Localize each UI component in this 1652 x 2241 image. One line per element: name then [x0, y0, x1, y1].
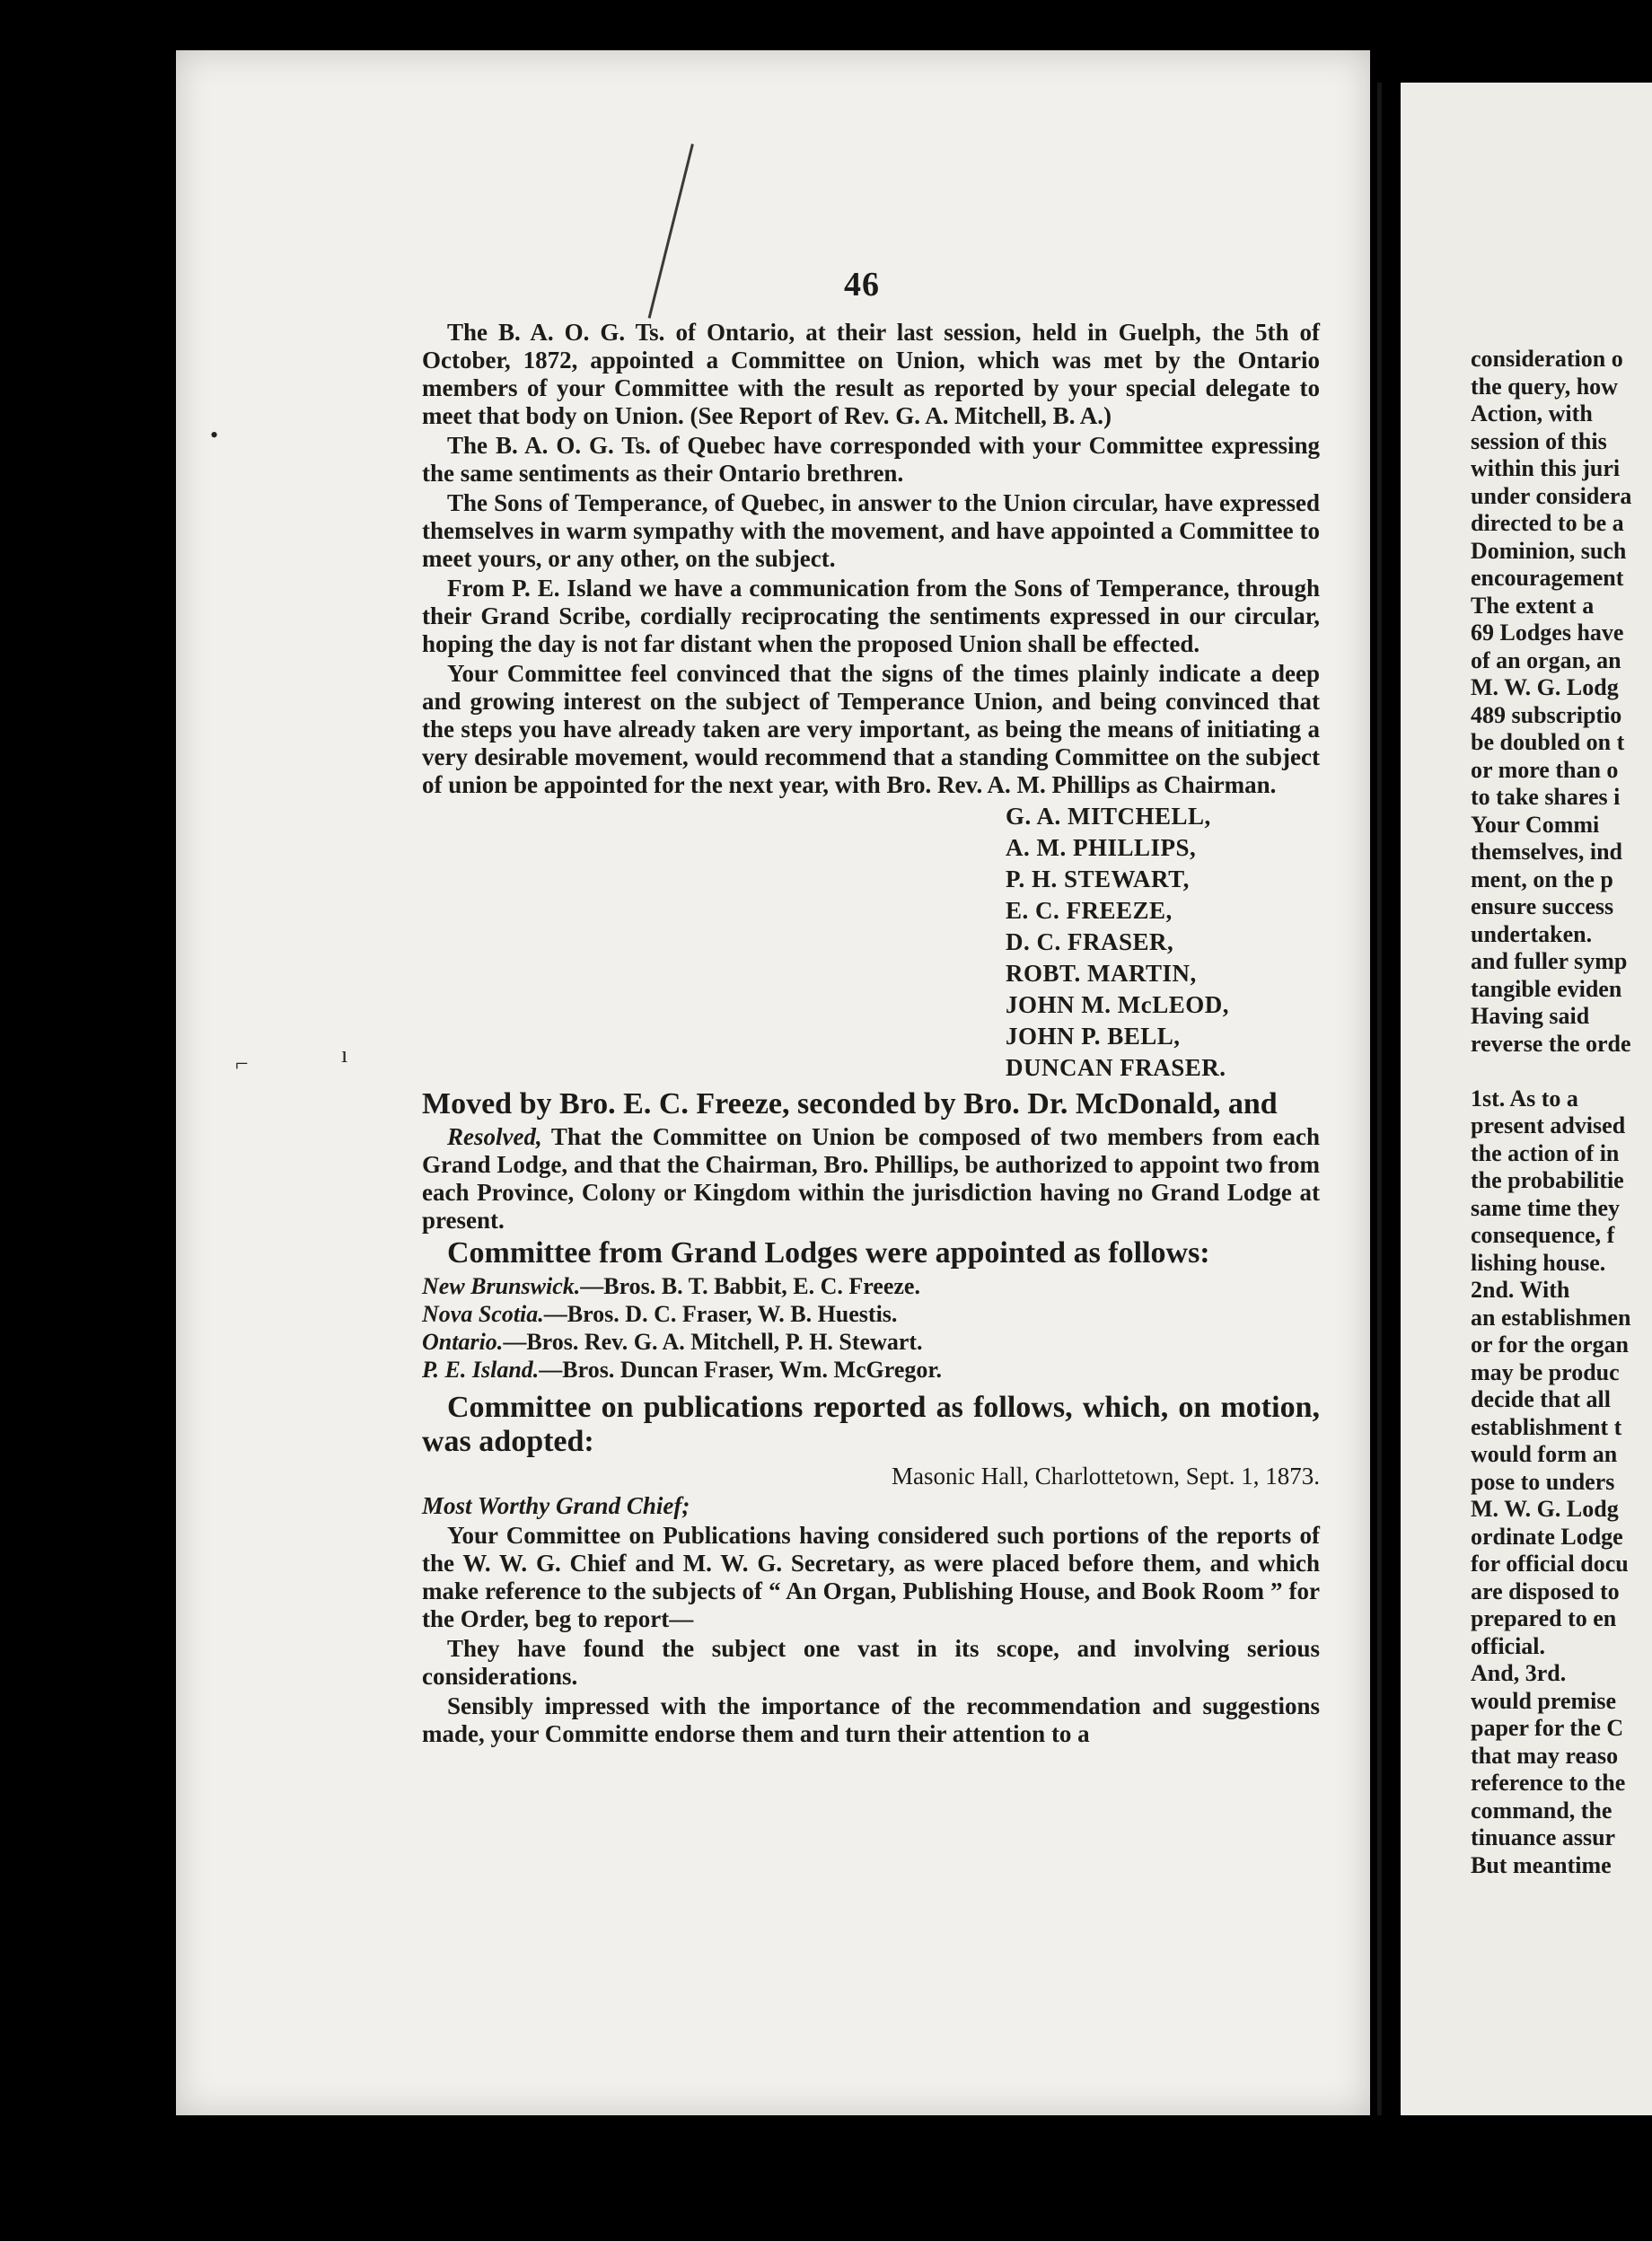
right-page-line: reference to the	[1471, 1770, 1626, 1796]
right-page-line: would form an	[1471, 1441, 1618, 1467]
report-paragraph: Sensibly impressed with the importance of the recommendation and suggestions made, your Committe endorse them and turn their attention to a	[422, 1692, 1320, 1747]
right-page-line: session of this	[1471, 427, 1607, 454]
right-page-line: tinuance assur	[1471, 1824, 1616, 1850]
resolved-text: That the Committee on Union be composed of two members from each Grand Lodge, and that the Chairman, Bro. Phillips, be authorized to appoint two from each Province, Colony or Kingdom within the jurisdiction having no Grand Lodge at present.	[422, 1123, 1320, 1234]
salutation: Most Worthy Grand Chief;	[422, 1492, 690, 1519]
page-body	[422, 319, 1320, 1750]
appointment-item	[422, 1300, 1320, 1328]
report-paragraph: They have found the subject one vast in its scope, and involving serious considerations.	[422, 1635, 1320, 1690]
right-page-line: 489 subscriptio	[1471, 701, 1622, 728]
right-page-line: lishing house.	[1471, 1249, 1606, 1276]
right-page-line: 69 Lodges have	[1471, 620, 1624, 646]
report-paragraph: Your Committee on Publications having considered such portions of the reports of the W. W. G. Chief and M. W. G. Secretary, as were placed before them, and which make reference to the subjects of “ An Organ, Publishing House, and Book Room ” for the Order, beg to report—	[422, 1522, 1320, 1632]
right-page-line	[1471, 1058, 1652, 1085]
signature: JOHN M. McLEOD,	[1006, 991, 1229, 1018]
signature: D. C. FRASER,	[1006, 928, 1174, 955]
appointment-place: New Brunswick.	[422, 1273, 581, 1299]
signature: G. A. MITCHELL,	[1006, 803, 1211, 830]
dateline: Masonic Hall, Charlottetown, Sept. 1, 1873.	[892, 1463, 1320, 1490]
appointment-item	[422, 1272, 1320, 1300]
resolved-label: Resolved,	[447, 1123, 542, 1150]
right-page-line: Having said	[1471, 1003, 1590, 1029]
signature: DUNCAN FRASER.	[1006, 1054, 1226, 1081]
paragraph: From P. E. Island we have a communication from the Sons of Temperance, through their Grand Scribe, cordially reciprocating the sentiments expressed in our circular, hoping the day is not far distant when the proposed Union shall be effected.	[422, 575, 1320, 657]
right-page-line: Your Commi	[1471, 811, 1600, 838]
margin-mark: ı	[341, 1041, 348, 1068]
appointment-names: —Bros. B. T. Babbit, E. C. Freeze.	[580, 1273, 920, 1299]
right-page-line: consequence, f	[1471, 1222, 1615, 1248]
right-page-line: ensure success	[1471, 893, 1614, 919]
right-page-line: the probabilitie	[1471, 1167, 1624, 1193]
appointment-names: —Bros. Duncan Fraser, Wm. McGregor.	[539, 1357, 943, 1383]
signature: E. C. FREEZE,	[1006, 897, 1173, 924]
right-page-line: ordinate Lodge	[1471, 1523, 1623, 1550]
right-page-line: Action, with	[1471, 400, 1593, 426]
right-page-line: for official docu	[1471, 1551, 1629, 1577]
resolution	[422, 1123, 1320, 1235]
right-page-line: themselves, ind	[1471, 839, 1622, 865]
paragraph: The B. A. O. G. Ts. of Quebec have corresponded with your Committee expressing the same sentiments as their Ontario brethren.	[422, 432, 1320, 487]
right-page-line: 1st. As to a	[1471, 1085, 1578, 1112]
right-page-line: within this juri	[1471, 455, 1621, 481]
signature-list	[1006, 801, 1320, 1084]
right-page-line: undertaken.	[1471, 920, 1593, 947]
margin-mark: •	[210, 422, 219, 448]
right-page-line: Dominion, such	[1471, 537, 1627, 564]
right-page-line: to take shares i	[1471, 784, 1621, 810]
right-page-line: official.	[1471, 1632, 1546, 1659]
right-page-line: same time they	[1471, 1194, 1621, 1221]
right-page-line: prepared to en	[1471, 1605, 1617, 1631]
appointment-place: P. E. Island.	[422, 1357, 540, 1383]
right-page-line: may be produc	[1471, 1358, 1620, 1385]
right-page-line: consideration o	[1471, 346, 1623, 372]
right-page-line: that may reaso	[1471, 1742, 1619, 1769]
right-page-line: But meantime	[1471, 1851, 1612, 1878]
paragraph: The B. A. O. G. Ts. of Ontario, at their last session, held in Guelph, the 5th of October, 1872, appointed a Committee on Union, which was met by the Ontario members of your Committee with the result as reported by your special delegate to meet that body on Union. (See Report of Rev. G. A. Mitchell, B. A.)	[422, 319, 1320, 429]
right-page-line: of an organ, an	[1471, 646, 1621, 673]
right-page-line: under considera	[1471, 482, 1632, 509]
gutter-line	[1377, 83, 1382, 2115]
right-page-line: or for the organ	[1471, 1331, 1629, 1358]
right-page-line: 2nd. With	[1471, 1277, 1570, 1303]
right-page-line: encouragement	[1471, 565, 1624, 591]
right-page-line: ment, on the p	[1471, 866, 1613, 892]
right-page-line: M. W. G. Lodg	[1471, 1496, 1619, 1522]
appointment-item	[422, 1328, 1320, 1356]
appointment-item	[422, 1356, 1320, 1384]
signature: A. M. PHILLIPS,	[1006, 834, 1197, 861]
right-page-column	[1471, 346, 1652, 1879]
right-page-line: the query, how	[1471, 373, 1618, 400]
appointment-names: —Bros. Rev. G. A. Mitchell, P. H. Stewart.	[503, 1329, 923, 1355]
motion-text: Moved by Bro. E. C. Freeze, seconded by Bro. Dr. McDonald, and	[422, 1087, 1278, 1120]
paragraph: Your Committee feel convinced that the signs of the times plainly indicate a deep and growing interest on the subject of Temperance Union, and being convinced that the steps you have already taken are very important, as being the means of initiating a very desirable movement, would recommend that a standing Committee on the subject of union be appointed for the next year, with Bro. Rev. A. M. Phillips as Chairman.	[422, 660, 1320, 798]
right-page-line: The extent a	[1471, 592, 1595, 619]
right-page-line: And, 3rd.	[1471, 1660, 1567, 1686]
right-page-line: tangible eviden	[1471, 975, 1622, 1002]
right-page-line: command, the	[1471, 1797, 1612, 1824]
right-page-line: the action of in	[1471, 1139, 1620, 1166]
appointment-names: —Bros. D. C. Fraser, W. B. Huestis.	[543, 1301, 898, 1327]
right-page-line: M. W. G. Lodg	[1471, 674, 1619, 700]
page-number: 46	[844, 266, 880, 303]
signature: ROBT. MARTIN,	[1006, 960, 1197, 987]
right-page-line: are disposed to	[1471, 1577, 1620, 1604]
right-page-line: and fuller symp	[1471, 948, 1628, 974]
right-page-line: establishment t	[1471, 1413, 1622, 1440]
signature: P. H. STEWART,	[1006, 866, 1190, 892]
right-page-line: pose to unders	[1471, 1468, 1615, 1495]
signature: JOHN P. BELL,	[1006, 1023, 1181, 1050]
paragraph: The Sons of Temperance, of Quebec, in answer to the Union circular, have expressed themselves in warm sympathy with the movement, and have appointed a Committee to meet yours, or any other, on the subject.	[422, 489, 1320, 572]
right-page-line: be doubled on t	[1471, 729, 1625, 755]
publications-intro: Committee on publications reported as follows, which, on motion, was adopted:	[422, 1391, 1320, 1458]
right-page-line: present advised	[1471, 1112, 1626, 1138]
committee-heading: Committee from Grand Lodges were appointed as follows:	[447, 1236, 1210, 1270]
right-page-line: decide that all	[1471, 1386, 1611, 1412]
right-page-line: directed to be a	[1471, 510, 1624, 536]
appointment-place: Nova Scotia.	[422, 1301, 544, 1327]
right-page-line: an establishmen	[1471, 1304, 1631, 1331]
right-page-line: or more than o	[1471, 756, 1619, 783]
right-page-line: reverse the orde	[1471, 1030, 1631, 1057]
right-page-line: would premise	[1471, 1687, 1617, 1714]
appointment-list	[422, 1272, 1320, 1384]
appointment-place: Ontario.	[422, 1329, 504, 1355]
right-page-line: paper for the C	[1471, 1715, 1624, 1741]
margin-mark: ⌐	[235, 1050, 249, 1077]
